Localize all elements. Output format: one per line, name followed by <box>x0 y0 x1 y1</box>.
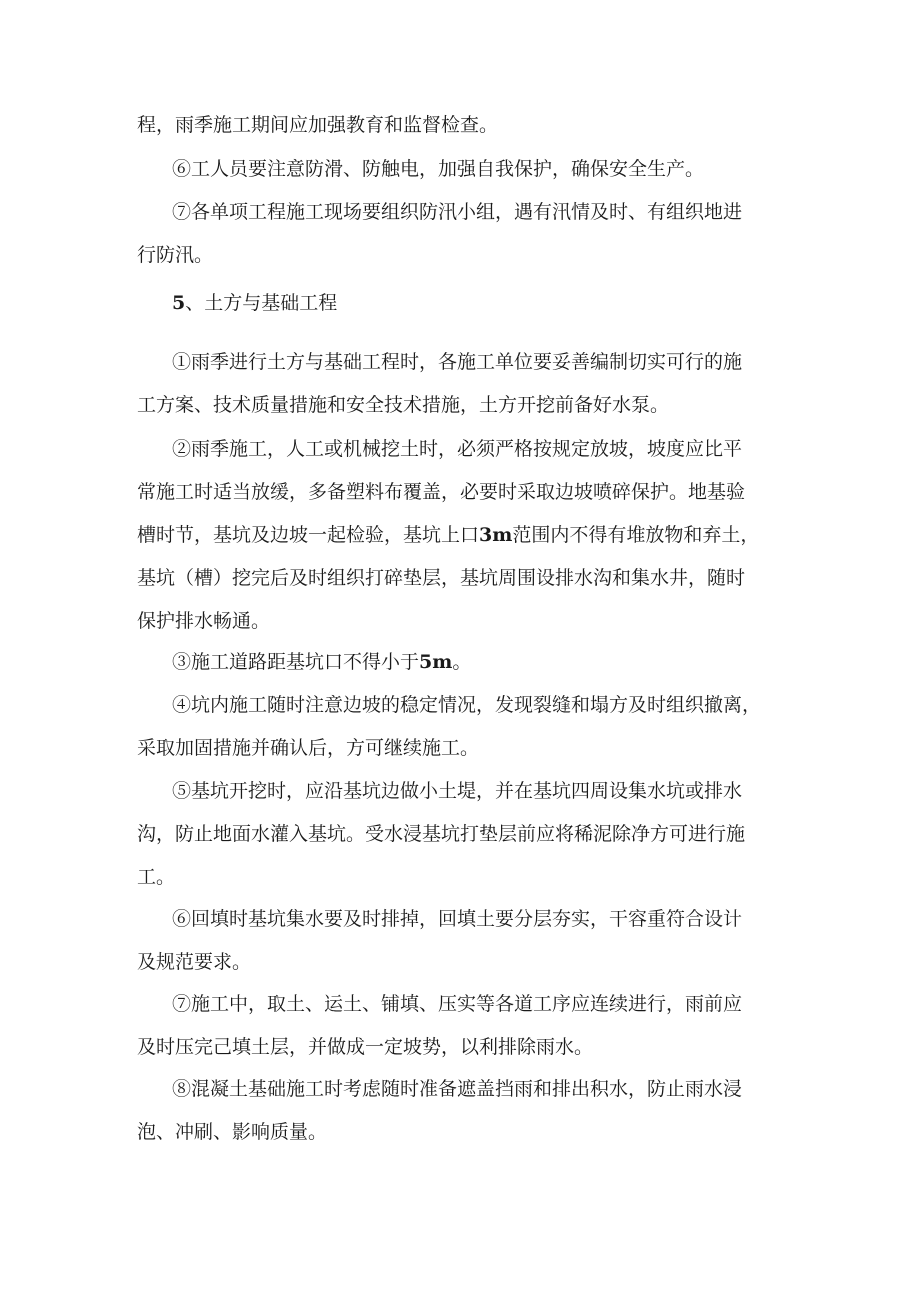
paragraph-item-3 <box>137 641 797 684</box>
paragraph-continuation <box>137 104 797 147</box>
paragraph-item-1 <box>137 341 797 427</box>
text-line: 及规范要求。 <box>137 951 252 973</box>
text-line: 沟，防止地面水灌入基坑。受水浸基坑打垫层前应将稀泥除净方可进行施 <box>137 823 746 845</box>
text-line: ⑦施工中，取土、运土、铺填、压实等各道工序应连续进行，雨前应 <box>172 993 743 1015</box>
text-line: 泡、冲刷、影响质量。 <box>137 1121 328 1143</box>
paragraph-item-5 <box>137 770 797 899</box>
paragraph-item-8 <box>137 1068 797 1154</box>
paragraph-item-7-earthwork <box>137 983 797 1069</box>
text-line: 保护排水畅通。 <box>137 610 271 632</box>
paragraph-item-4 <box>137 684 797 770</box>
text-line: ②雨季施工，人工或机械挖土时，必须严格按规定放坡，坡度应比平 <box>172 438 743 460</box>
section-number: 5 <box>172 292 186 314</box>
bold-value: 3m <box>479 524 513 546</box>
text-line <box>137 514 797 557</box>
paragraph-item-7-flood <box>137 191 797 277</box>
text-line: ⑥回填时基坑集水要及时排掉，回填土要分层夯实，干容重符合设计 <box>172 908 743 930</box>
text-line: 采取加固措施并确认后，方可继续施工。 <box>137 737 480 759</box>
text-run: 范围内不得有堆放物和弃土， <box>512 524 760 546</box>
text-line <box>137 641 797 684</box>
text-line: 程，雨季施工期间应加强教育和监督检查。 <box>137 114 499 136</box>
paragraph-item-6-backfill <box>137 898 797 984</box>
text-line: 行防汛。 <box>137 244 214 266</box>
text-line: ①雨季进行土方与基础工程时，各施工单位要妥善编制切实可行的施 <box>172 351 743 373</box>
text-line: ⑧混凝土基础施工时考虑随时准备遮盖挡雨和排出积水，防止雨水浸 <box>172 1078 743 1100</box>
section-heading <box>172 282 337 325</box>
text-run: 槽时节，基坑及边坡一起检验，基坑上口 <box>137 524 480 546</box>
text-line: ⑦各单项工程施工现场要组织防汛小组，遇有汛情及时、有组织地进 <box>172 201 743 223</box>
text-line: ⑥工人员要注意防滑、防触电，加强自我保护，确保安全生产。 <box>172 158 705 180</box>
text-line: 基坑（槽）挖完后及时组织打碎垫层，基坑周围设排水沟和集水井，随时 <box>137 567 746 589</box>
bold-value: 5m <box>419 651 453 673</box>
text-line: 常施工时适当放缓，多备塑料布覆盖，必要时采取边坡喷碎保护。地基验 <box>137 481 746 503</box>
text-run: ③施工道路距基坑口不得小于 <box>172 651 420 673</box>
paragraph-item-6-safety <box>137 148 797 191</box>
text-line: 工方案、技术质量措施和安全技术措施，土方开挖前备好水泵。 <box>137 394 670 416</box>
section-title: 、土方与基础工程 <box>185 292 338 314</box>
text-line: ④坑内施工随时注意边坡的稳定情况，发现裂缝和塌方及时组织撤离， <box>172 694 762 716</box>
text-line: ⑤基坑开挖时，应沿基坑边做小土堤，并在基坑四周设集水坑或排水 <box>172 780 743 802</box>
text-line: 及时压完己填土层，并做成一定坡势，以利排除雨水。 <box>137 1036 594 1058</box>
text-run: 。 <box>452 651 472 673</box>
text-line: 工。 <box>137 866 176 888</box>
paragraph-item-2 <box>137 428 797 643</box>
